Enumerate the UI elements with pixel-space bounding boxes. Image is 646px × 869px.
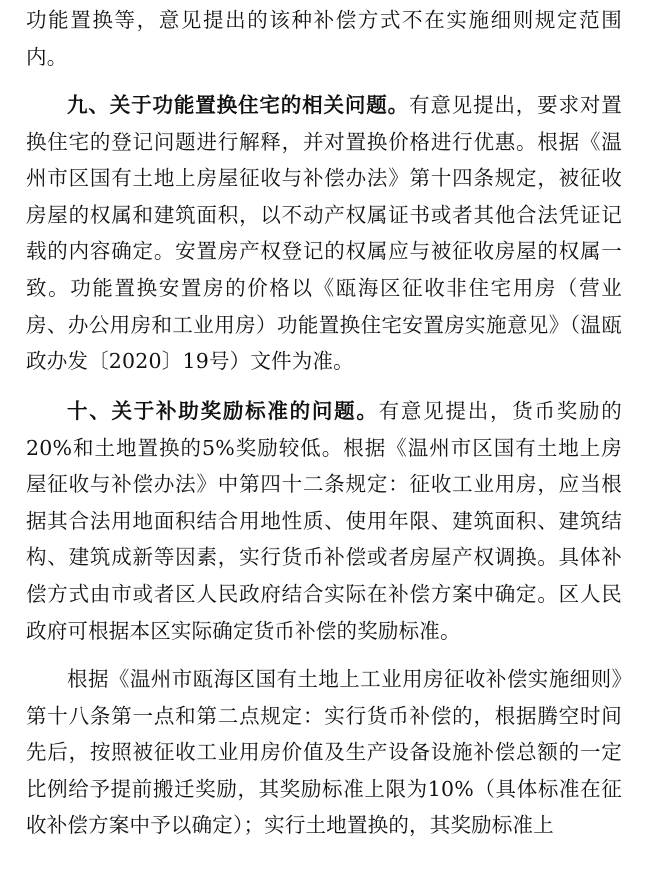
paragraph-text: 功能置换等，意见提出的该种补偿方式不在实施细则规定范围内。 <box>26 8 622 69</box>
paragraph-section-nine <box>26 87 622 380</box>
paragraph-text: 有意见提出，要求对置换住宅的登记问题进行解释，并对置换价格进行优惠。根据《温州市区国有土地上房屋征收与补偿办法》第十四条规定，被征收房屋的权属和建筑面积，以不动产权属证书或者其他合法凭证记载的内容确定。安置房产权登记的权属应与被征收房屋的权属一致。功能置换安置房的价格以《瓯海区征收非住宅用房（营业房、办公用房和工业用房）功能置换住宅安置房实施意见》（温瓯政办发〔2020〕19号）文件为准。 <box>26 93 622 374</box>
paragraph-section-ten <box>26 393 622 649</box>
section-heading: 九、关于功能置换住宅的相关问题。 <box>67 93 409 117</box>
paragraph-text: 根据《温州市瓯海区国有土地上工业用房征收补偿实施细则》第十八条第一点和第二点规定：实行货币补偿的，根据腾空时间先后，按照被征收工业用房价值及生产设备设施补偿总额的一定比例给予提前搬迁奖励，其奖励标准上限为10%（具体标准在征收补偿方案中予以确定）；实行土地置换的，其奖励标准上 <box>26 667 622 838</box>
paragraph-implementation-rules <box>26 661 622 844</box>
paragraph-continuation <box>26 2 622 75</box>
paragraph-text: 有意见提出，货币奖励的20%和土地置换的5%奖励较低。根据《温州市区国有土地上房屋征收与补偿办法》中第四十二条规定：征收工业用房，应当根据其合法用地面积结合用地性质、使用年限、建筑面积、建筑结构、建筑成新等因素，实行货币补偿或者房屋产权调换。具体补偿方式由市或者区人民政府结合实际在补偿方案中确定。区人民政府可根据本区实际确定货币补偿的奖励标准。 <box>26 399 622 643</box>
section-heading: 十、关于补助奖励标准的问题。 <box>67 399 379 423</box>
